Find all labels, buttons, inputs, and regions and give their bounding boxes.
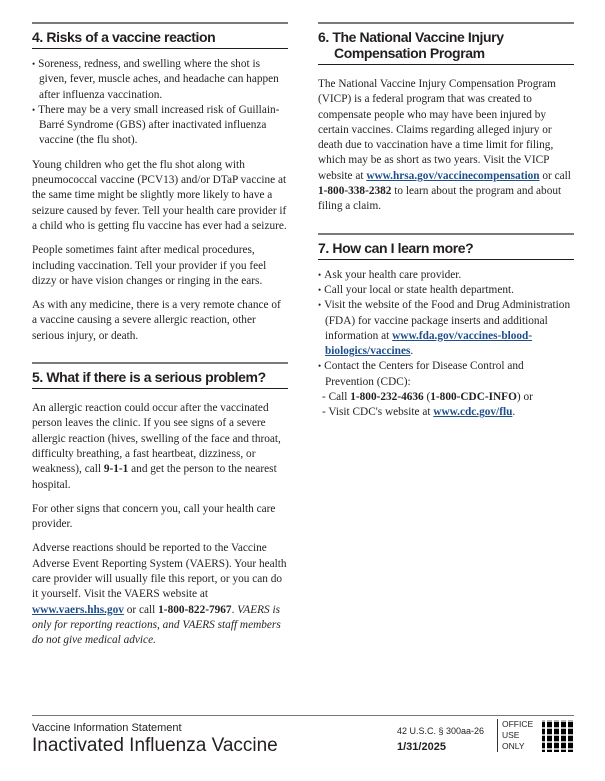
list-item [318,298,574,359]
text: ) or [516,391,533,404]
text: . [512,406,516,419]
fda-link[interactable]: www.fda.gov/vaccines-blood-biologics/vaccines [325,329,533,358]
emergency-number: 9-1-1 [103,463,129,476]
text: Visit the website of the Food and Drug Administration (FDA) for vaccine package inserts and additional information at [324,299,571,342]
left-column [32,22,288,658]
document-title: Inactivated Influenza Vaccine [32,735,278,756]
paragraph: Young children who get the flu shot along with pneumococcal vaccine (PCV13) and/or DTaP vaccine at the same time might be slightly more likely to have a seizure caused by fever. Tell your health care provider if a child who is getting flu vaccine has ever had a seizure. [32,158,287,232]
vicp-phone: 1-800-338-2382 [318,185,392,198]
text: - Call [322,391,351,404]
right-column [318,22,574,421]
cdc-info-phone: 1-800-CDC-INFO [430,391,517,404]
text: Adverse reactions should be reported to the Vaccine Adverse Event Reporting System (VAERS). Your health care provider will usually file this report, or you can do it yourself. Visit the VAERS website at [32,542,287,601]
vaers-link[interactable]: www.vaers.hhs.gov [32,603,124,616]
paragraph [32,541,288,648]
paragraph: As with any medicine, there is a very remote chance of a vaccine causing a severe allergic reaction, other serious injury, or death. [32,299,281,342]
list-item: • Contact the Centers for Disease Control and Prevention (CDC): [318,359,574,390]
text: . [231,603,238,616]
edition-date: 1/31/2025 [397,741,446,753]
vaers-note: VAERS is only for reporting reactions, and VAERS staff members do not give medical advice. [32,603,281,647]
section-5-heading: 5. What if there is a serious problem? [32,362,288,389]
cdc-call [318,390,574,405]
learn-more-list [318,268,574,390]
list-item: • Soreness, redness, and swelling where the shot is given, fever, muscle aches, and headache can happen after influenza vaccination. [32,57,288,103]
vaers-phone: 1-800-822-7967 [158,603,232,616]
datamatrix-code-icon [542,720,574,752]
list-item: • There may be a very small increased risk of Guillain-Barré Syndrome (GBS) after inactivated influenza vaccine (the flu shot). [32,103,288,149]
text: and get the person to the nearest hospital. [32,463,277,491]
paragraph: People sometimes faint after medical procedures, including vaccination. Tell your provider if you feel dizzy or have vision changes or ringing in the ears. [32,244,267,287]
office-text: OFFICE [502,719,534,729]
vicp-link[interactable]: www.hrsa.gov/vaccinecompensation [366,169,540,182]
office-text: ONLY [502,741,525,751]
cdc-link[interactable]: www.cdc.gov/flu [433,406,513,419]
text: The National Vaccine Injury Compensation Program (VICP) is a federal program that was created to compensate people who may have been injured by certain vaccines. Claims regarding alleged injury or death due to vaccination have a time limit for filing, which may be as short as two years. Visit the VICP website at [318,78,556,182]
text: ( [423,391,431,404]
paragraph [32,401,288,493]
legal-citation: 42 U.S.C. § 300aa-26 [397,726,485,736]
paragraph [318,77,574,215]
section-7-heading: 7. How can I learn more? [318,233,574,260]
text: or call [539,169,571,182]
footer [32,715,574,756]
cdc-visit [318,405,574,420]
vis-label: Vaccine Information Statement [32,722,182,734]
text: or call [123,603,159,616]
text: An allergic reaction could occur after the vaccinated person leaves the clinic. If you see signs of a severe allergic reaction (hives, swelling of the face and throat, difficulty breathing, a fast heartbeat, dizziness, or weakness), call [32,402,281,476]
office-text: USE [502,730,520,740]
office-use-only [497,719,533,752]
text: - Visit CDC's website at [322,406,434,419]
text: . [410,345,414,358]
text: to learn about the program and about filing a claim. [318,185,562,213]
cdc-phone: 1-800-232-4636 [350,391,424,404]
risks-list [32,57,288,149]
section-4-heading: 4. Risks of a vaccine reaction [32,22,288,49]
list-item: • Ask your health care provider. [318,268,574,283]
section-6-heading: 6. The National Vaccine Injury Compensation Program [318,22,574,65]
list-item: • Call your local or state health department. [318,283,574,298]
paragraph: For other signs that concern you, call your health care provider. [32,502,276,531]
